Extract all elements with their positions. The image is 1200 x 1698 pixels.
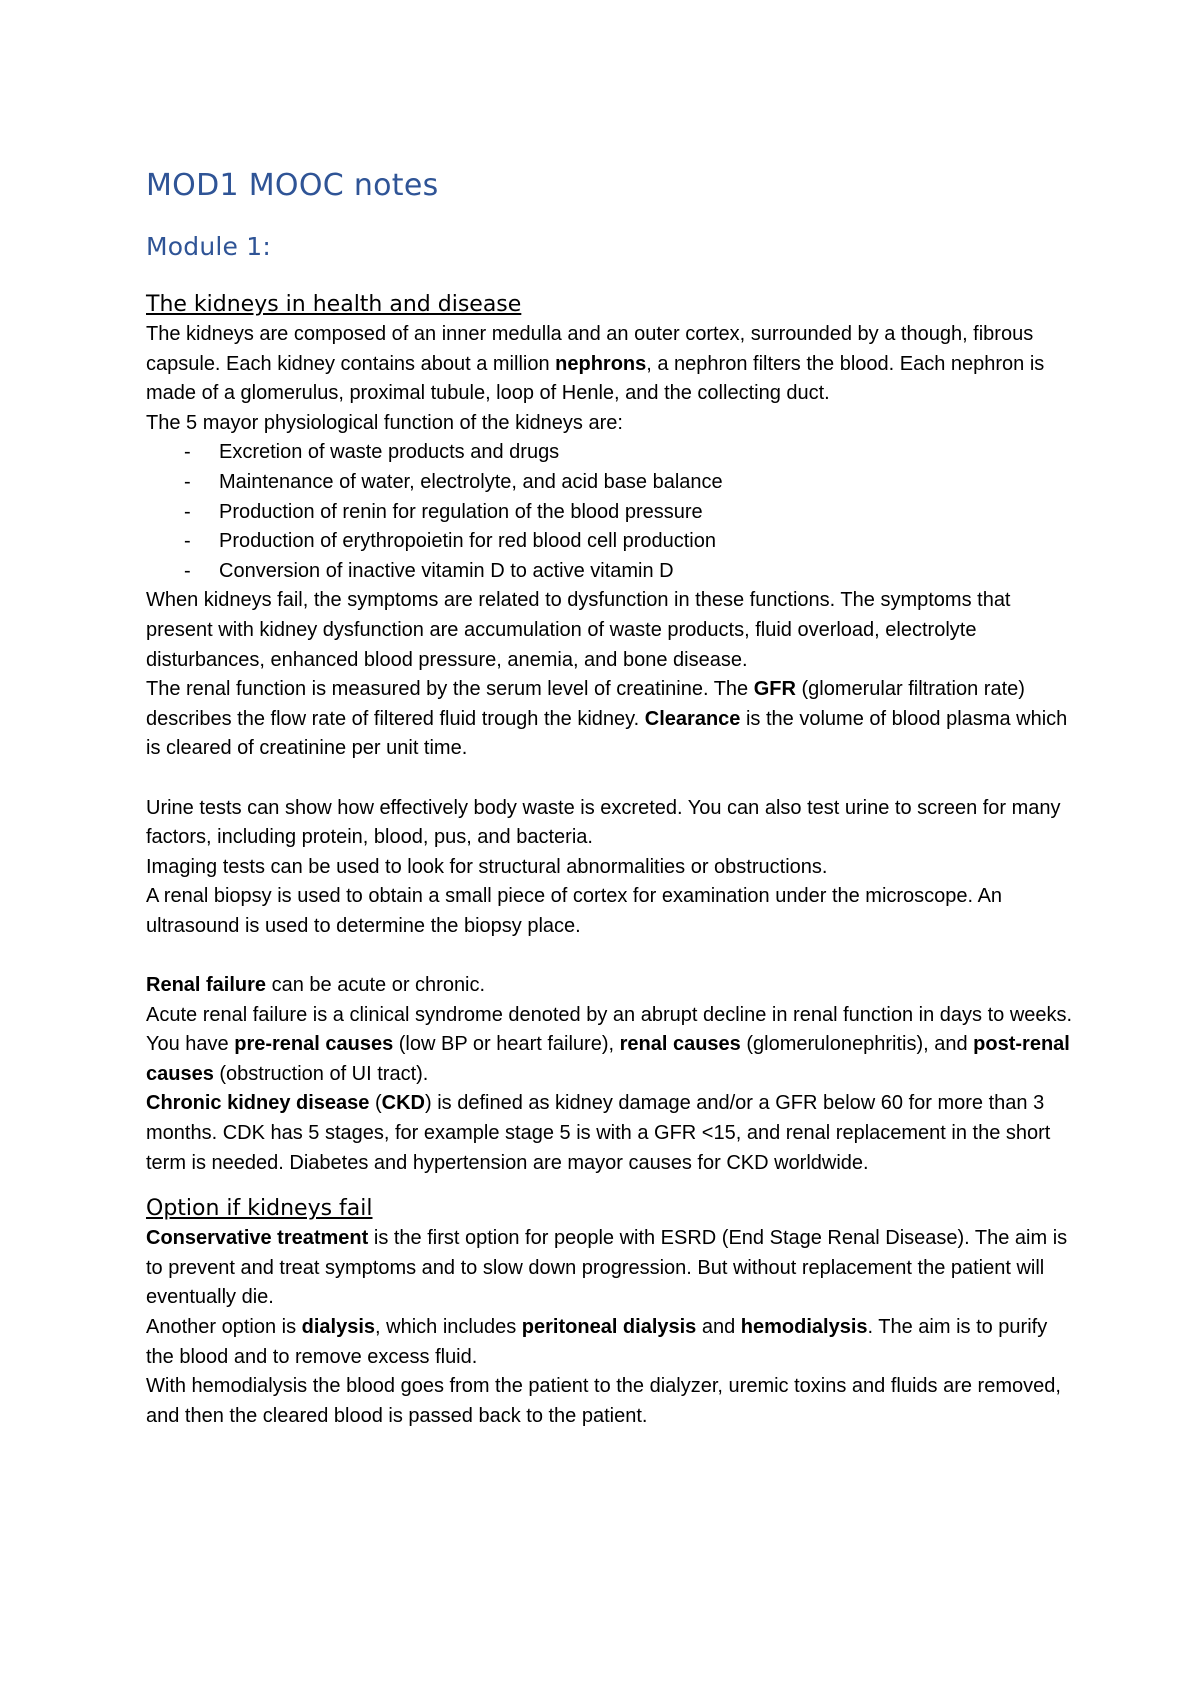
bold-term-post-renal: post-renal causes [146, 1033, 1070, 1085]
paragraph-dialysis [146, 1313, 1076, 1372]
section-heading-kidneys: The kidneys in health and disease [146, 292, 522, 317]
bold-term-dialysis: dialysis [301, 1316, 376, 1338]
paragraph-hemodialysis: With hemodialysis the blood goes from the patient to the dialyzer, uremic toxins and fluids are removed, and then the cleared blood is passed back to the patient. [146, 1375, 1061, 1427]
text-run: ) is defined as kidney damage and/or a GFR below 60 for more than 3 months. CDK has 5 stages, for example stage 5 is with a GFR <15, and renal replacement in the short term is needed. Diabetes and hypertension are mayor causes for CKD worldwide. [146, 1092, 1051, 1174]
list-item-text: Conversion of inactive vitamin D to active vitamin D [219, 559, 674, 582]
paragraph-acute-renal-failure [146, 1001, 1076, 1090]
section-heading-options: Option if kidneys fail [146, 1196, 373, 1222]
bold-term-gfr: GFR [753, 678, 796, 701]
list-item [146, 557, 1076, 587]
text-run: is the volume of blood plasma which is cleared of creatinine per unit time. [146, 707, 1068, 760]
text-run: (low BP or heart failure), [393, 1033, 620, 1056]
bold-term-ckd: CKD [381, 1092, 425, 1115]
dash-bullet: - [184, 559, 191, 582]
bold-term-peritoneal: peritoneal dialysis [521, 1316, 697, 1338]
bold-term-nephrons: nephrons [555, 352, 647, 375]
paragraph-kidney-failure-symptoms: When kidneys fail, the symptoms are related to dysfunction in these functions. The symptoms that present with kidney dysfunction are accumulation of waste products, fluid overload, electrolyte disturbances, enhanced blood pressure, anemia, and bone disease. [146, 589, 1011, 671]
list-item [146, 438, 1076, 468]
bold-term-pre-renal: pre-renal causes [234, 1033, 394, 1056]
paragraph-conservative-treatment [146, 1224, 1076, 1313]
paragraph-spacer [146, 941, 1076, 971]
text-run: The renal function is measured by the serum level of creatinine. The [146, 678, 754, 701]
document-body [146, 166, 1076, 1431]
dash-bullet: - [184, 500, 191, 523]
paragraph-renal-function [146, 675, 1076, 764]
text-run: , which includes [375, 1316, 522, 1338]
paragraph-renal-biopsy: A renal biopsy is used to obtain a small piece of cortex for examination under the microscope. An ultrasound is used to determine the biopsy place. [146, 885, 1003, 937]
bold-term-conservative: Conservative treatment [146, 1227, 369, 1250]
bold-term-renal-causes: renal causes [619, 1033, 741, 1056]
bold-term-clearance: Clearance [644, 707, 741, 730]
paragraph-renal-failure [146, 971, 1076, 1001]
paragraph-imaging-tests: Imaging tests can be used to look for structural abnormalities or obstructions. [146, 855, 828, 878]
list-item-text: Excretion of waste products and drugs [219, 441, 560, 464]
paragraph-functions-intro: The 5 mayor physiological function of the kidneys are: [146, 411, 623, 434]
text-run: ( [369, 1092, 382, 1115]
text-run: can be acute or chronic. [266, 974, 486, 997]
text-run: (glomerular filtration rate) describes the flow rate of filtered fluid trough the kidney. [146, 678, 1025, 730]
text-run: Acute renal failure is a clinical syndrome denoted by an abrupt decline in renal function in days to weeks. You have [146, 1003, 1073, 1056]
paragraph-spacer [146, 764, 1076, 794]
list-item-text: Maintenance of water, electrolyte, and acid base balance [219, 470, 723, 493]
paragraph-ckd [146, 1089, 1076, 1178]
list-item-text: Production of renin for regulation of the blood pressure [219, 500, 703, 523]
document-title: MOD1 MOOC notes [146, 168, 439, 203]
paragraph-kidney-structure [146, 320, 1076, 409]
list-item [146, 498, 1076, 528]
paragraph-urine-tests: Urine tests can show how effectively body waste is excreted. You can also test urine to screen for many factors, including protein, blood, pus, and bacteria. [146, 796, 1061, 849]
bold-term-ckd-full: Chronic kidney disease [146, 1092, 370, 1115]
list-item [146, 527, 1076, 557]
dash-bullet: - [184, 441, 191, 464]
text-run: The kidneys are composed of an inner medulla and an outer cortex, surrounded by a though, fibrous capsule. Each kidney contains about a million [146, 323, 1034, 375]
text-run: is the first option for people with ESRD (End Stage Renal Disease). The aim is to prevent and treat symptoms and to slow down progression. But without replacement the patient will eventually die. [146, 1227, 1068, 1309]
dash-bullet: - [184, 470, 191, 493]
list-item-text: Production of erythropoietin for red blood cell production [219, 530, 716, 553]
module-heading: Module 1: [146, 232, 271, 261]
dash-bullet: - [184, 530, 191, 553]
text-run: (glomerulonephritis), and [740, 1033, 974, 1056]
list-item [146, 468, 1076, 498]
text-run: , a nephron filters the blood. Each nephron is made of a glomerulus, proximal tubule, loop of Henle, and the collecting duct. [146, 352, 1045, 405]
text-run: . The aim is to purify the blood and to remove excess fluid. [146, 1316, 1048, 1368]
text-run: Another option is [146, 1316, 302, 1338]
text-run: (obstruction of UI tract). [213, 1062, 429, 1085]
functions-list [146, 438, 1076, 586]
bold-term-hemodialysis: hemodialysis [740, 1316, 868, 1338]
text-run: and [696, 1316, 741, 1338]
bold-term-renal-failure: Renal failure [146, 974, 267, 997]
